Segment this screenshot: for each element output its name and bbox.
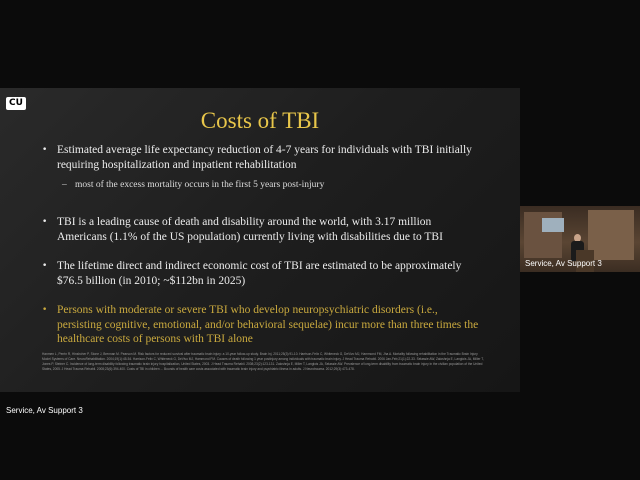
slide-title: Costs of TBI bbox=[200, 108, 320, 133]
presenter-name-label: Service, Av Support 3 bbox=[6, 406, 83, 415]
sub-bullet-mortality bbox=[42, 179, 482, 192]
sub-bullet-text: most of the excess mortality occurs in the first 5 years post-injury bbox=[75, 180, 325, 190]
bullet-text: Persons with moderate or severe TBI who develop neuropsychiatric disorders (i.e., persisting cognitive, emotional, and/or behavioral sequelae) incur more than three times the healthcare costs of persons with TBI alone bbox=[57, 304, 479, 345]
bullet-dot-icon: • bbox=[42, 145, 48, 155]
bullet-neuropsychiatric bbox=[42, 303, 482, 347]
video-tile-name-label: Service, Av Support 3 bbox=[525, 259, 602, 268]
wall-screen bbox=[542, 218, 564, 232]
wall-panel bbox=[588, 210, 634, 260]
slide-bullets bbox=[42, 143, 482, 347]
logo-mark-icon: CU bbox=[9, 98, 23, 108]
bullet-dot-icon: • bbox=[42, 305, 48, 315]
bullet-text: TBI is a leading cause of death and disability around the world, with 3.17 million Americans (1.1% of the US population) currently living with disabilities due to TBI bbox=[57, 216, 443, 243]
bullet-dot-icon: • bbox=[42, 217, 48, 227]
bullet-life-expectancy bbox=[42, 143, 482, 172]
bullet-dot-icon: • bbox=[42, 261, 48, 271]
bullet-text: Estimated average life expectancy reduction of 4-7 years for individuals with TBI initially requiring hospitalization and inpatient rehabilitation bbox=[57, 144, 472, 171]
bullet-text: The lifetime direct and indirect economic cost of TBI are estimated to be approximately $76.5 billion (in 2010; ~$112bn in 2025) bbox=[57, 260, 462, 287]
bullet-economic-cost bbox=[42, 259, 482, 288]
bullet-leading-cause bbox=[42, 215, 482, 244]
sub-bullet-dash-icon: – bbox=[62, 180, 67, 190]
slide-references: Hanmen L, Perrin R, Hinshcher P, Stone J, Brennan M. Pearson M. Risk factors for reduced survival after traumatic brain injury: a 10-year follow-up study. Brain Inj. 2011;25(3):91-10. Harrison-Felix C, Whiteneck G, DeVivo MJ, Hammond FM, Jha A. Mortality following rehabilitation in the Traumatic Brain Injury Model Systems of Care. NeuroRehabilitation. 2004;19(1):45-54. Harrison-Felix C, Whiteneck G, DeVivo MJ, Hammond FM. Causes of death following 1 year postinjury among individuals with traumatic brain injury. J Head Trauma Rehabil. 2006 Jan-Feb;21(1):22-33. Selassie AW, Zaloshnja E, Langlois JA, Miller T, Jones P, Steiner C. Incidence of long-term disability following traumatic brain injury hospitalization, United States, 2003. J Head Trauma Rehabil. 2008;23(2):123-131. Zaloshnja E, Miller T, Langlois JA, Selassie AW. Prevalence of long-term disability from traumatic brain injury in the civilian population of the United States, 2005. J Head Trauma Rehabil. 2008;23(6):394-400. Costs of TBI in children ... Bounds of health care costs associated with traumatic brain injury and psychiatric illness in adults. J Neurotrauma. 2012;29(3):473-478. bbox=[42, 352, 484, 371]
